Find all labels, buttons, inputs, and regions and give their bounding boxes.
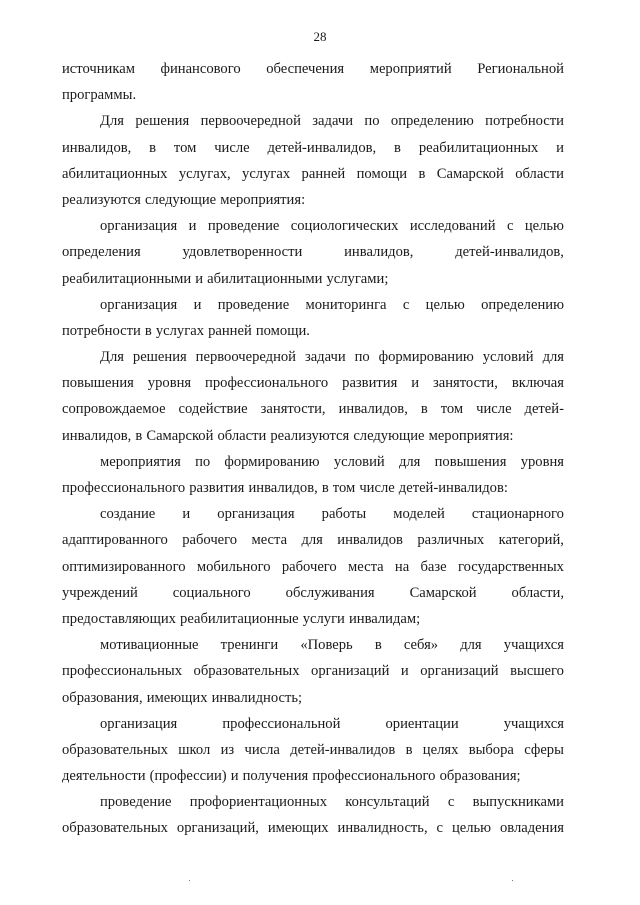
- text-line: профессионального развития инвалидов, в том числе детей-инвалидов:: [62, 480, 508, 496]
- text-line: деятельности (профессии) и получения профессионального образования;: [62, 768, 521, 785]
- text-line: определения удовлетворенности инвалидов, детей-инвалидов,: [62, 244, 564, 261]
- paragraph: [62, 60, 564, 112]
- text-line: программы.: [62, 87, 137, 104]
- document-body: [62, 60, 564, 846]
- text-line: проведение профориентационных консультаций с выпускниками: [100, 794, 564, 811]
- text-line: образовательных организаций, имеющих инвалидность, с целью овладения: [62, 820, 564, 837]
- paragraph: [62, 112, 564, 217]
- scan-speck: [189, 880, 190, 881]
- text-line: организация и проведение социологических исследований с целью: [100, 218, 564, 235]
- text-line: мотивационные тренинги «Поверь в себя» для учащихся: [100, 637, 564, 654]
- paragraph: [62, 217, 564, 296]
- paragraph: [62, 296, 564, 348]
- text-line: Для решения первоочередной задачи по формированию условий для: [100, 349, 564, 366]
- text-line: образования, имеющих инвалидность;: [62, 689, 303, 706]
- text-line: абилитационных услугах, услугах ранней помощи в Самарской области: [62, 165, 564, 182]
- paragraph: [62, 793, 564, 845]
- text-line: организация профессиональной ориентации учащихся: [100, 715, 564, 732]
- text-line: повышения уровня профессионального развития и занятости, включая: [62, 375, 564, 392]
- paragraph: [62, 453, 564, 505]
- text-line: предоставляющих реабилитационные услуги инвалидам;: [62, 610, 421, 627]
- text-line: оптимизированного мобильного рабочего места на базе государственных: [62, 558, 564, 575]
- page-number: 28: [313, 29, 327, 44]
- text-line: мероприятия по формированию условий для повышения уровня: [100, 453, 564, 470]
- scan-speck: [512, 880, 513, 881]
- text-line: реабилитационными и абилитационными услугами;: [62, 270, 389, 287]
- text-line: реализуются следующие мероприятия:: [62, 191, 306, 208]
- text-line: учреждений социального обслуживания Самарской области,: [62, 584, 564, 601]
- paragraph: [62, 636, 564, 715]
- text-line: инвалидов, в Самарской области реализуются следующие мероприятия:: [62, 427, 514, 444]
- text-line: инвалидов, в том числе детей-инвалидов, в реабилитационных и: [62, 139, 564, 156]
- text-line: образовательных школ из числа детей-инвалидов в целях выбора сферы: [62, 741, 564, 758]
- text-line: источникам финансового обеспечения мероприятий Региональной: [62, 61, 564, 77]
- text-line: создание и организация работы моделей стационарного: [100, 506, 564, 523]
- paragraph: [62, 505, 564, 636]
- text-line: сопровождаемое содействие занятости, инвалидов, в том числе детей-: [62, 401, 564, 418]
- text-line: Для решения первоочередной задачи по определению потребности: [100, 113, 564, 130]
- text-line: адаптированного рабочего места для инвалидов различных категорий,: [62, 532, 564, 549]
- text-line: организация и проведение мониторинга с целью определению: [100, 296, 564, 313]
- text-line: потребности в услугах ранней помощи.: [62, 322, 310, 339]
- paragraph: [62, 715, 564, 794]
- text-line: профессиональных образовательных организаций и организаций высшего: [62, 663, 564, 680]
- paragraph: [62, 348, 564, 453]
